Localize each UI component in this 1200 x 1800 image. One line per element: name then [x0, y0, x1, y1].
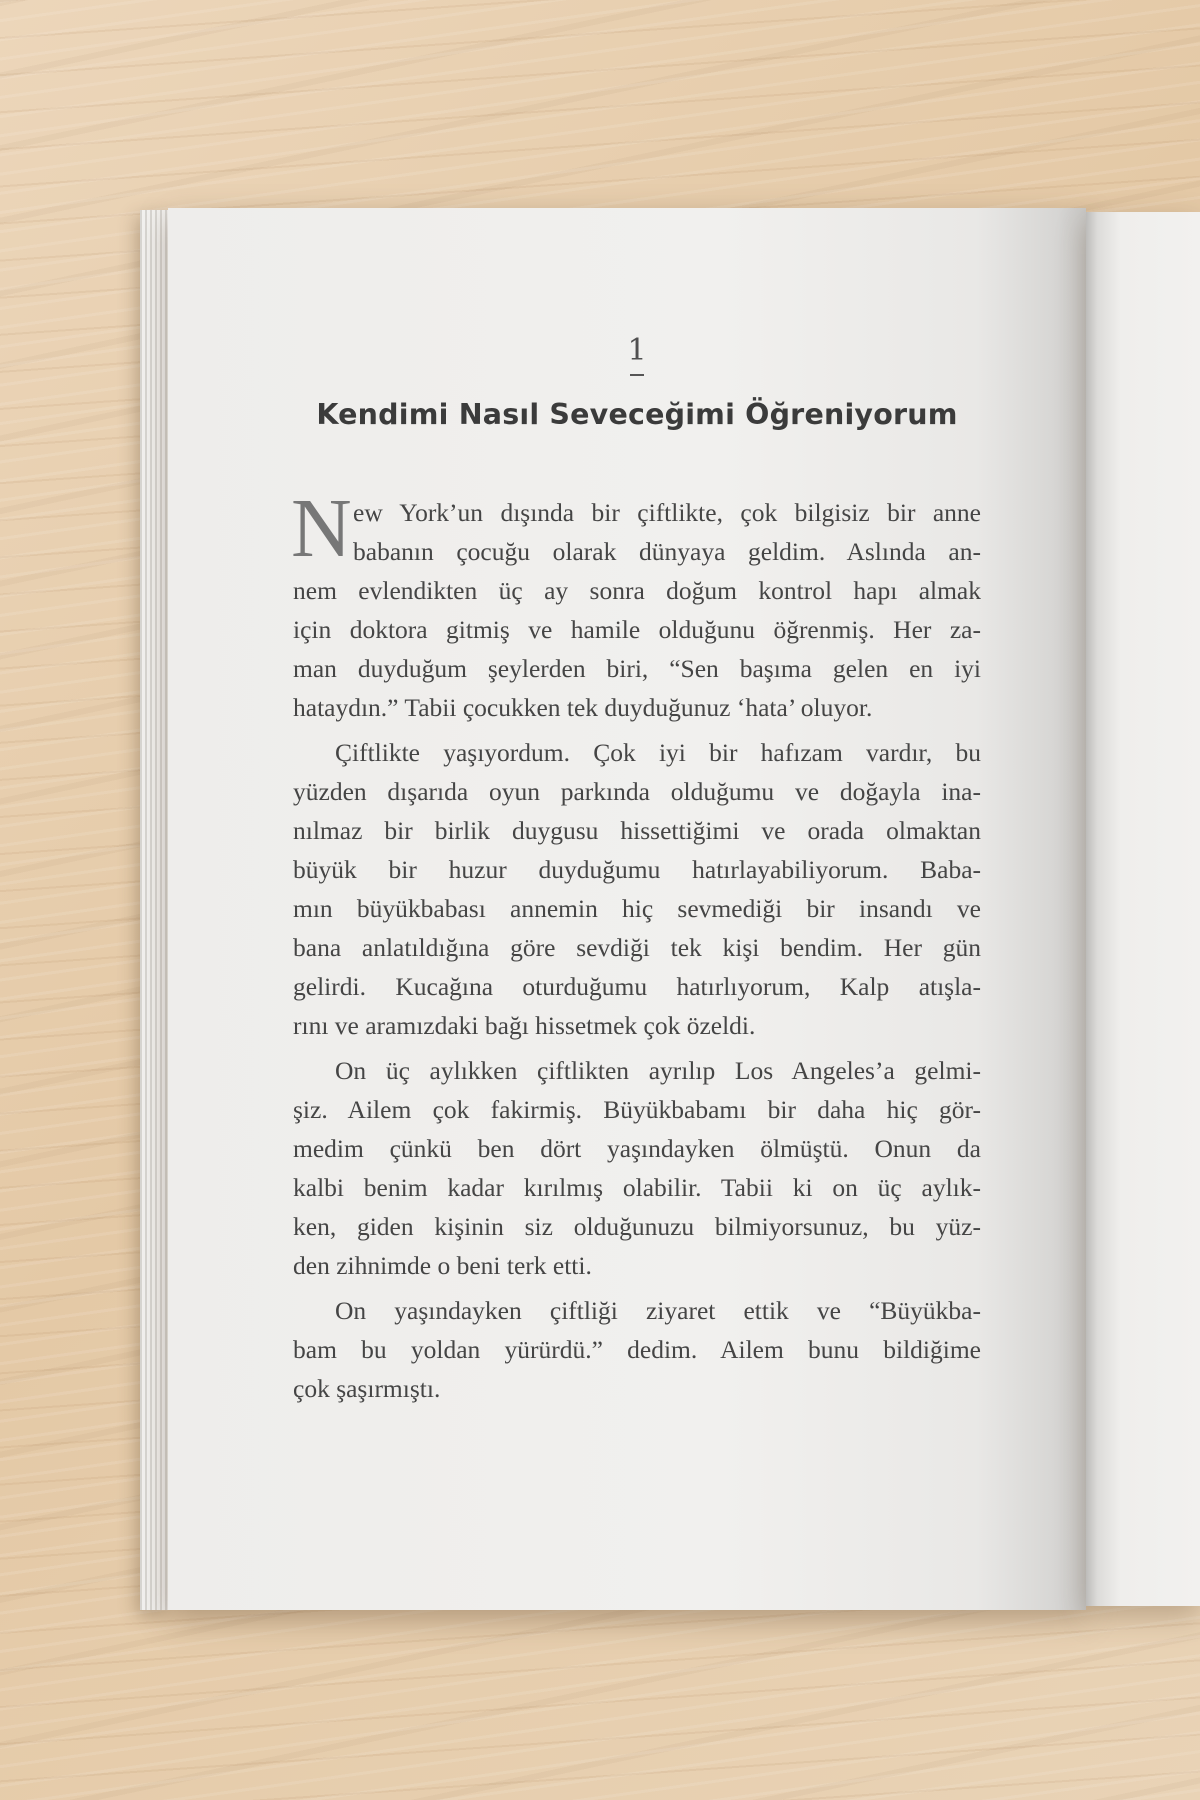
text-line: medim çünkü ben dört yaşındayken ölmüştü. Onun da: [293, 1134, 981, 1163]
text-line: nılmaz bir birlik duygusu hissettiğimi ve orada olmaktan: [293, 816, 981, 845]
paragraph-3: [293, 1051, 981, 1285]
text-line: gelirdi. Kucağına oturduğumu hatırlıyorum, Kalp atışla-: [293, 972, 981, 1001]
right-page: [1086, 212, 1200, 1606]
text-line: nem evlendikten üç ay sonra doğum kontrol hapı almak: [293, 576, 981, 605]
chapter-number-rule: [630, 374, 644, 376]
text-line: mın büyükbabası annemin hiç sevmediği bir insandı ve: [293, 894, 981, 923]
text-line: rını ve aramızdaki bağı hissetmek çok özeldi.: [293, 1011, 756, 1040]
text-line: için doktora gitmiş ve hamile olduğunu öğrenmiş. Her za-: [293, 615, 981, 644]
text-line: On yaşındayken çiftliği ziyaret ettik ve “Büyükba-: [335, 1296, 981, 1325]
text-line: On üç aylıkken çiftlikten ayrılıp Los Angeles’a gelmi-: [335, 1056, 981, 1085]
chapter-title: Kendimi Nasıl Seveceğimi Öğreniyorum: [316, 398, 958, 431]
paragraph-4: [293, 1291, 981, 1408]
text-line: Çiftlikte yaşıyordum. Çok iyi bir hafızam vardır, bu: [335, 738, 981, 767]
text-line: den zihnimde o beni terk etti.: [293, 1251, 592, 1280]
text-line: kalbi benim kadar kırılmış olabilir. Tabii ki on üç aylık-: [293, 1173, 981, 1202]
text-line: yüzden dışarıda oyun parkında olduğumu ve doğayla ina-: [293, 777, 981, 806]
text-line: şiz. Ailem çok fakirmiş. Büyükbabamı bir daha hiç gör-: [293, 1095, 981, 1124]
text-line: bana anlatıldığına göre sevdiği tek kişi bendim. Her gün: [293, 933, 981, 962]
paragraph-2: [293, 733, 981, 1045]
body-text: [291, 482, 981, 1408]
text-line: ew York’un dışında bir çiftlikte, çok bilgisiz bir anne: [353, 498, 981, 527]
text-line: çok şaşırmıştı.: [293, 1374, 441, 1403]
drop-cap: N: [291, 482, 352, 575]
text-line: hataydın.” Tabii çocukken tek duyduğunuz ‘hata’ oluyor.: [293, 693, 873, 722]
text-line: büyük bir huzur duyduğumu hatırlayabiliyorum. Baba-: [293, 855, 981, 884]
text-line: babanın çocuğu olarak dünyaya geldim. Aslında an-: [353, 537, 981, 566]
chapter-number: 1: [627, 333, 647, 368]
text-line: ken, giden kişinin siz olduğunuzu bilmiyorsunuz, bu yüz-: [293, 1212, 981, 1241]
text-line: man duyduğum şeylerden biri, “Sen başıma gelen en iyi: [293, 654, 981, 683]
paragraph-1: [291, 482, 981, 727]
page-edges: [140, 210, 170, 1610]
text-line: bam bu yoldan yürürdü.” dedim. Ailem bunu bildiğime: [293, 1335, 981, 1364]
page-content: [293, 330, 981, 1414]
